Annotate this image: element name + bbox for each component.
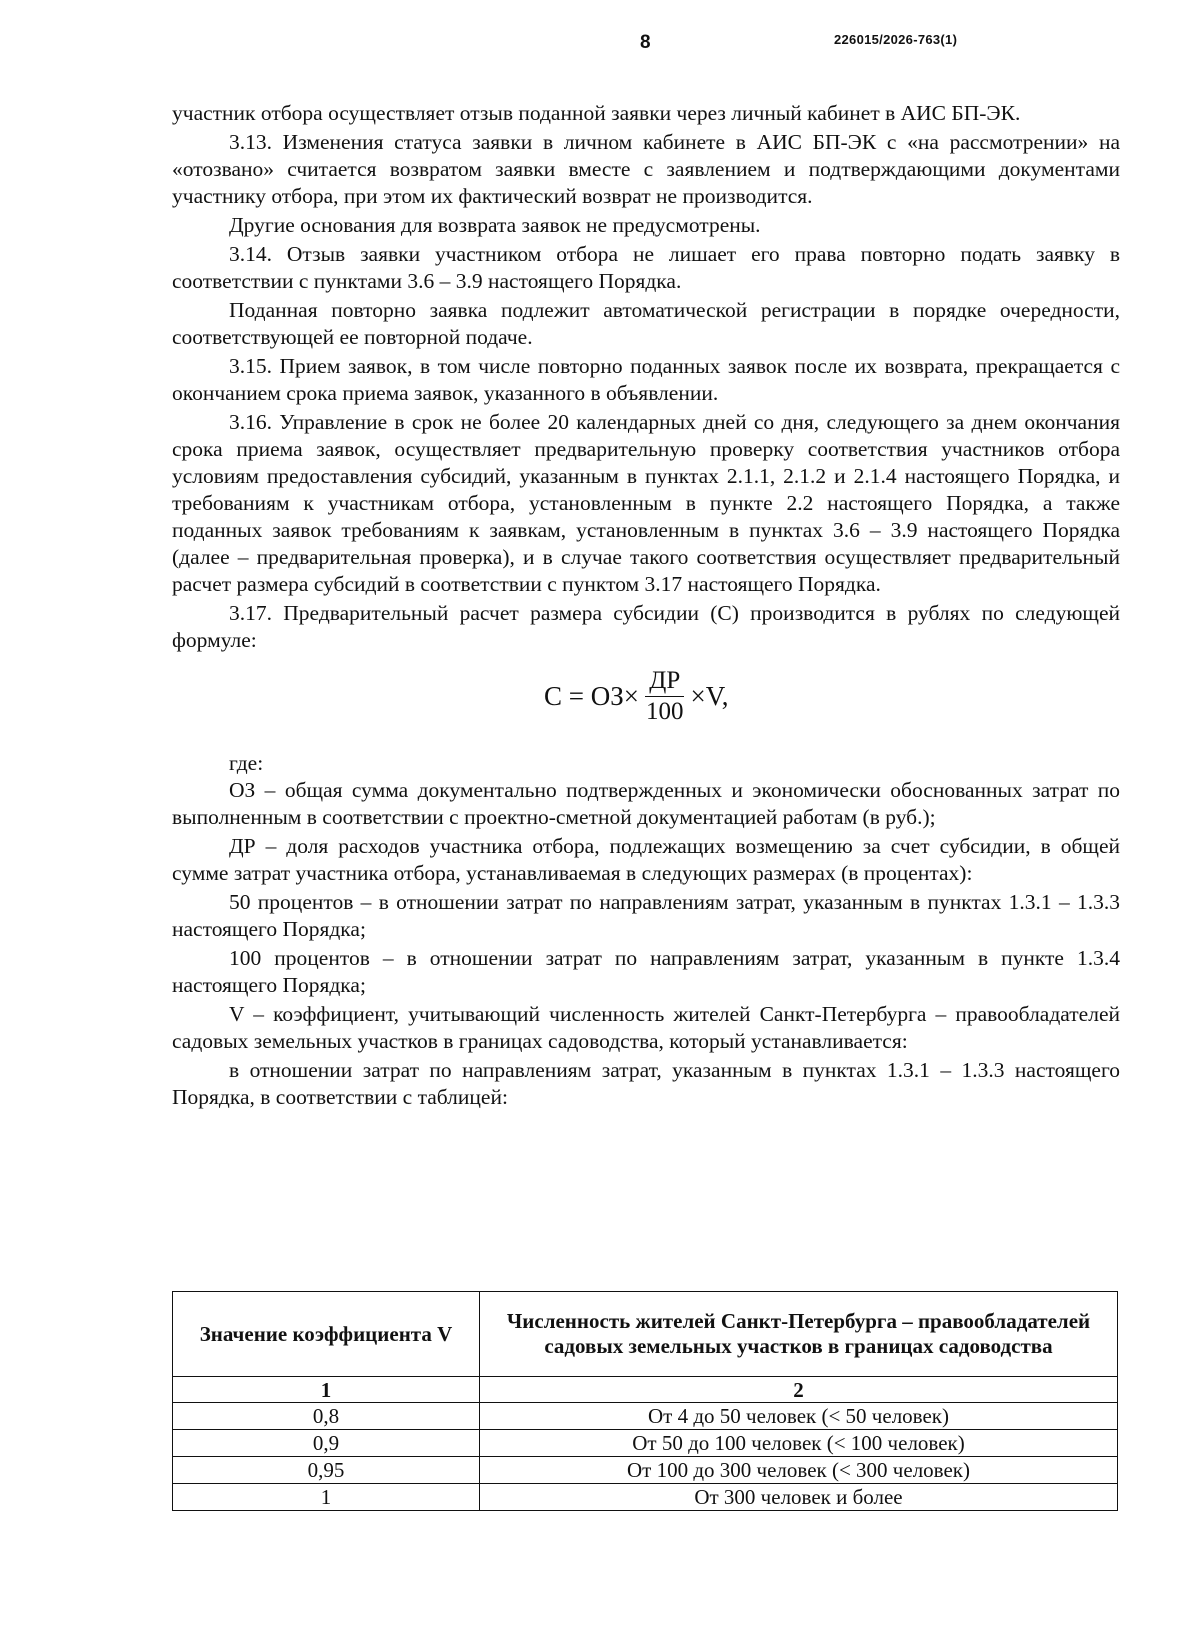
table-header-row <box>173 1292 1118 1377</box>
table-cell-residents: От 300 человек и более <box>480 1484 1118 1511</box>
paragraph-3-14: 3.14. Отзыв заявки участником отбора не лишает его права повторно подать заявку в соответствии с пунктами 3.6 – 3.9 настоящего Порядка. <box>172 242 1120 293</box>
paragraph-3-15: 3.15. Прием заявок, в том числе повторно поданных заявок после их возврата, прекращается с окончанием срока приема заявок, указанного в объявлении. <box>172 354 1120 405</box>
table-cell-residents: От 50 до 100 человек (< 100 человек) <box>480 1430 1118 1457</box>
paragraph-100-percent: 100 процентов – в отношении затрат по направлениям затрат, указанным в пункте 1.3.4 настоящего Порядка; <box>172 946 1120 997</box>
page-number: 8 <box>640 32 651 53</box>
paragraph-3-16: 3.16. Управление в срок не более 20 календарных дней со дня, следующего за днем окончания срока приема заявок, осуществляет предварительную проверку соответствия участников отбора условиям предоставления субсидий, указанным в пунктах 2.1.1, 2.1.2 и 2.1.4 настоящего Порядка, и требованиям к участникам отбора, установленным в пункте 2.2 настоящего Порядка, а также поданных заявок требованиям к заявкам, установленным в пунктах 3.6 – 3.9 настоящего Порядка (далее – предварительная проверка), и в случае такого соответствия осуществляет предварительный расчет размера субсидий в соответствии с пунктом 3.17 настоящего Порядка. <box>172 410 1120 596</box>
table-column-numbers-row <box>173 1377 1118 1403</box>
table-cell-residents: От 100 до 300 человек (< 300 человек) <box>480 1457 1118 1484</box>
paragraph-dr-definition: ДР – доля расходов участника отбора, подлежащих возмещению за счет субсидии, в общей сумме затрат участника отбора, устанавливаемая в следующих размерах (в процентах): <box>172 834 1120 885</box>
paragraph-other-grounds: Другие основания для возврата заявок не предусмотрены. <box>229 213 761 237</box>
table-cell-coefficient: 0,9 <box>173 1430 480 1457</box>
paragraph-50-percent: 50 процентов – в отношении затрат по направлениям затрат, указанным в пунктах 1.3.1 – 1.3.3 настоящего Порядка; <box>172 890 1120 941</box>
paragraph-3-13: 3.13. Изменения статуса заявки в личном кабинете в АИС БП-ЭК с «на рассмотрении» на «отозвано» считается возвратом заявки вместе с заявлением и подтверждающими документами участнику отбора, при этом их фактический возврат не производится. <box>172 130 1120 208</box>
paragraph-continuation: участник отбора осуществляет отзыв поданной заявки через личный кабинет в АИС БП-ЭК. <box>172 101 1021 125</box>
table-row <box>173 1484 1118 1511</box>
formula-block <box>172 658 1120 750</box>
table-row <box>173 1403 1118 1430</box>
formula-numerator: ДР <box>645 666 684 697</box>
paragraph-oz-definition: ОЗ – общая сумма документально подтвержденных и экономически обоснованных затрат по выполненным в соответствии с проектно-сметной документацией работам (в руб.); <box>172 778 1120 829</box>
table-cell-residents: От 4 до 50 человек (< 50 человек) <box>480 1403 1118 1430</box>
formula-denominator: 100 <box>646 698 684 725</box>
table-header-coefficient: Значение коэффициента V <box>173 1292 480 1377</box>
document-number: 226015/2026-763(1) <box>834 32 958 47</box>
document-body <box>172 100 1120 1111</box>
paragraph-resubmission: Поданная повторно заявка подлежит автоматической регистрации в порядке очередности, соответствующей ее повторной подаче. <box>172 298 1120 349</box>
table-column-number: 1 <box>173 1377 480 1403</box>
paragraph-3-17: 3.17. Предварительный расчет размера субсидии (С) производится в рублях по следующей формуле: <box>172 601 1120 652</box>
table-column-number: 2 <box>480 1377 1118 1403</box>
table-row <box>173 1457 1118 1484</box>
table-row <box>173 1430 1118 1457</box>
formula-fraction <box>642 666 688 727</box>
table-cell-coefficient: 0,8 <box>173 1403 480 1430</box>
paragraph-table-intro: в отношении затрат по направлениям затрат, указанным в пунктах 1.3.1 – 1.3.3 настоящего Порядка, в соответствии с таблицей: <box>172 1058 1120 1109</box>
subsidy-formula <box>544 666 729 727</box>
formula-rhs: ×V, <box>690 681 729 711</box>
table-header-residents: Численность жителей Санкт-Петербурга – правообладателей садовых земельных участков в границах садоводства <box>480 1292 1118 1377</box>
table-cell-coefficient: 0,95 <box>173 1457 480 1484</box>
table-cell-coefficient: 1 <box>173 1484 480 1511</box>
formula-lhs: С = ОЗ× <box>544 681 639 711</box>
paragraph-where: где: <box>229 751 264 775</box>
paragraph-v-definition: V – коэффициент, учитывающий численность жителей Санкт-Петербурга – правообладателей садовых земельных участков в границах садоводства, который устанавливается: <box>172 1002 1120 1053</box>
coefficient-table <box>172 1291 1118 1511</box>
